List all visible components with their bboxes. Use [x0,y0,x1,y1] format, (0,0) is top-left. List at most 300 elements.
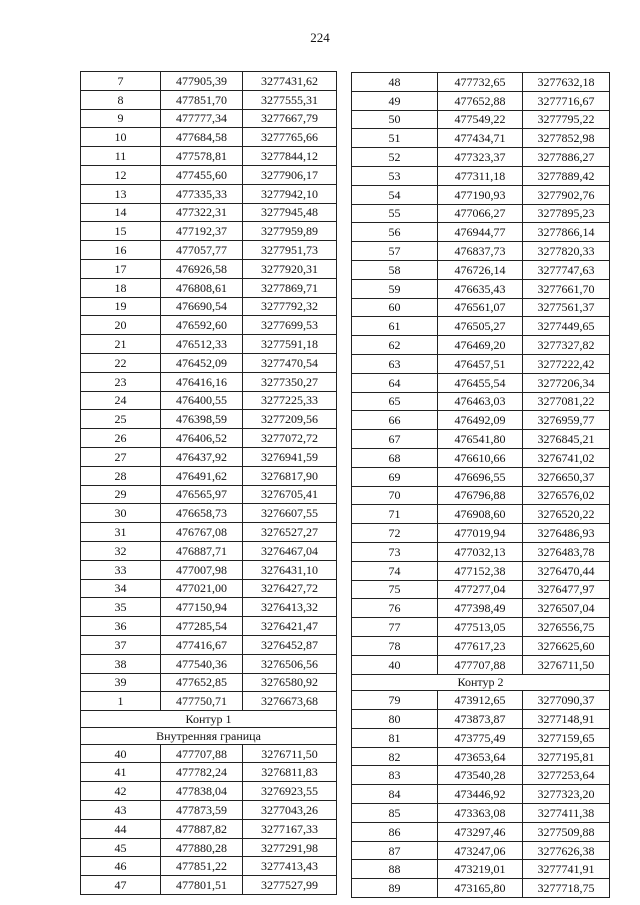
point-number-cell: 68 [352,448,438,467]
table-row [352,860,610,879]
x-coordinate-cell: 476469,20 [438,336,523,355]
table-row [81,485,337,504]
table-row [352,298,610,317]
point-number-cell: 43 [81,801,161,820]
x-coordinate-cell: 476398,59 [161,410,243,429]
x-coordinate-cell: 473247,06 [438,841,523,860]
y-coordinate-cell: 3277561,37 [523,298,610,317]
table-row [81,429,337,448]
table-row [352,448,610,467]
point-number-cell: 78 [352,636,438,655]
x-coordinate-cell: 476690,54 [161,297,243,316]
y-coordinate-cell: 3277795,22 [523,110,610,129]
table-row [352,710,610,729]
table-row [81,782,337,801]
y-coordinate-cell: 3277942,10 [243,184,337,203]
x-coordinate-cell: 473165,80 [438,879,523,898]
y-coordinate-cell: 3276470,44 [523,561,610,580]
table-row [352,879,610,898]
y-coordinate-cell: 3277765,66 [243,128,337,147]
table-row [352,223,610,242]
point-number-cell: 74 [352,561,438,580]
y-coordinate-cell: 3277792,32 [243,297,337,316]
y-coordinate-cell: 3277945,48 [243,203,337,222]
table-row [352,747,610,766]
x-coordinate-cell: 476887,71 [161,541,243,560]
table-row [352,542,610,561]
point-number-cell: 87 [352,841,438,860]
point-number-cell: 26 [81,429,161,448]
point-number-cell: 75 [352,580,438,599]
table-row [81,372,337,391]
table-row [81,278,337,297]
point-number-cell: 25 [81,410,161,429]
x-coordinate-cell: 476944,77 [438,223,523,242]
point-number-cell: 20 [81,316,161,335]
table-row [81,763,337,782]
point-number-cell: 46 [81,857,161,876]
x-coordinate-cell: 477057,77 [161,241,243,260]
point-number-cell: 53 [352,166,438,185]
table-row [81,165,337,184]
y-coordinate-cell: 3276741,02 [523,448,610,467]
y-coordinate-cell: 3277222,42 [523,354,610,373]
table-row [352,204,610,223]
y-coordinate-cell: 3276556,75 [523,618,610,637]
x-coordinate-cell: 477150,94 [161,598,243,617]
table-row [81,801,337,820]
y-coordinate-cell: 3276427,72 [243,579,337,598]
table-row [352,822,610,841]
table-row [81,203,337,222]
y-coordinate-cell: 3277206,34 [523,373,610,392]
point-number-cell: 14 [81,203,161,222]
y-coordinate-cell: 3277920,31 [243,259,337,278]
y-coordinate-cell: 3277626,38 [523,841,610,860]
y-coordinate-cell: 3277906,17 [243,165,337,184]
coordinates-table-right [351,72,610,898]
x-coordinate-cell: 473540,28 [438,766,523,785]
table-row [352,524,610,543]
y-coordinate-cell: 3276413,32 [243,598,337,617]
x-coordinate-cell: 477152,38 [438,561,523,580]
table-row [352,561,610,580]
x-coordinate-cell: 476726,14 [438,260,523,279]
table-row [352,467,610,486]
y-coordinate-cell: 3277449,65 [523,317,610,336]
y-coordinate-cell: 3276941,59 [243,447,337,466]
point-number-cell: 11 [81,147,161,166]
x-coordinate-cell: 473219,01 [438,860,523,879]
y-coordinate-cell: 3277411,38 [523,804,610,823]
x-coordinate-cell: 477540,36 [161,654,243,673]
point-number-cell: 59 [352,279,438,298]
point-number-cell: 72 [352,524,438,543]
point-number-cell: 73 [352,542,438,561]
y-coordinate-cell: 3277852,98 [523,129,610,148]
x-coordinate-cell: 476416,16 [161,372,243,391]
table-row [81,673,337,692]
table-row [352,411,610,430]
point-number-cell: 8 [81,90,161,109]
x-coordinate-cell: 477434,71 [438,129,523,148]
y-coordinate-cell: 3276452,87 [243,635,337,654]
x-coordinate-cell: 477032,13 [438,542,523,561]
point-number-cell: 52 [352,148,438,167]
table-row [81,316,337,335]
x-coordinate-cell: 477684,58 [161,128,243,147]
table-row [81,876,337,895]
point-number-cell: 18 [81,278,161,297]
point-number-cell: 60 [352,298,438,317]
point-number-cell: 56 [352,223,438,242]
point-number-cell: 64 [352,373,438,392]
table-row [352,655,610,674]
x-coordinate-cell: 477513,05 [438,618,523,637]
point-number-cell: 28 [81,466,161,485]
y-coordinate-cell: 3276483,78 [523,542,610,561]
point-number-cell: 54 [352,185,438,204]
y-coordinate-cell: 3277632,18 [523,73,610,92]
y-coordinate-cell: 3277889,42 [523,166,610,185]
x-coordinate-cell: 477549,22 [438,110,523,129]
y-coordinate-cell: 3277959,89 [243,222,337,241]
table-row [81,222,337,241]
table-row [81,109,337,128]
y-coordinate-cell: 3277350,27 [243,372,337,391]
point-number-cell: 38 [81,654,161,673]
y-coordinate-cell: 3277148,91 [523,710,610,729]
point-number-cell: 89 [352,879,438,898]
y-coordinate-cell: 3277591,18 [243,335,337,354]
contour-title: Контур 2 [352,674,610,691]
y-coordinate-cell: 3276527,27 [243,523,337,542]
y-coordinate-cell: 3277895,23 [523,204,610,223]
table-row [352,728,610,747]
y-coordinate-cell: 3277718,75 [523,879,610,898]
x-coordinate-cell: 476796,88 [438,486,523,505]
point-number-cell: 44 [81,819,161,838]
y-coordinate-cell: 3276845,21 [523,430,610,449]
point-number-cell: 40 [81,744,161,763]
x-coordinate-cell: 477190,93 [438,185,523,204]
table-row [81,857,337,876]
y-coordinate-cell: 3277951,73 [243,241,337,260]
x-coordinate-cell: 477652,88 [438,91,523,110]
point-number-cell: 15 [81,222,161,241]
table-row [352,354,610,373]
table-row [352,336,610,355]
x-coordinate-cell: 477398,49 [438,599,523,618]
x-coordinate-cell: 476492,09 [438,411,523,430]
x-coordinate-cell: 477732,65 [438,73,523,92]
y-coordinate-cell: 3277869,71 [243,278,337,297]
y-coordinate-cell: 3277167,33 [243,819,337,838]
x-coordinate-cell: 477750,71 [161,692,243,711]
point-number-cell: 61 [352,317,438,336]
point-number-cell: 12 [81,165,161,184]
y-coordinate-cell: 3276431,10 [243,560,337,579]
table-row [81,72,337,91]
x-coordinate-cell: 473446,92 [438,785,523,804]
y-coordinate-cell: 3277716,67 [523,91,610,110]
page-number: 224 [310,30,330,45]
point-number-cell: 17 [81,259,161,278]
point-number-cell: 50 [352,110,438,129]
point-number-cell: 23 [81,372,161,391]
point-number-cell: 41 [81,763,161,782]
section-row [81,711,337,728]
x-coordinate-cell: 476437,92 [161,447,243,466]
point-number-cell: 27 [81,447,161,466]
point-number-cell: 65 [352,392,438,411]
point-number-cell: 10 [81,128,161,147]
table-row [352,599,610,618]
x-coordinate-cell: 477323,37 [438,148,523,167]
x-coordinate-cell: 476512,33 [161,335,243,354]
table-row [81,259,337,278]
x-coordinate-cell: 476837,73 [438,242,523,261]
x-coordinate-cell: 473873,87 [438,710,523,729]
x-coordinate-cell: 476505,27 [438,317,523,336]
table-row [81,90,337,109]
table-row [352,691,610,710]
table-row [81,128,337,147]
table-row [352,129,610,148]
table-row [352,785,610,804]
table-row [81,838,337,857]
point-number-cell: 9 [81,109,161,128]
y-coordinate-cell: 3277253,64 [523,766,610,785]
x-coordinate-cell: 477905,39 [161,72,243,91]
table-row [81,466,337,485]
x-coordinate-cell: 477707,88 [161,744,243,763]
table-row [352,279,610,298]
x-coordinate-cell: 477880,28 [161,838,243,857]
table-row [81,447,337,466]
y-coordinate-cell: 3276650,37 [523,467,610,486]
y-coordinate-cell: 3277699,53 [243,316,337,335]
x-coordinate-cell: 476592,60 [161,316,243,335]
y-coordinate-cell: 3277081,22 [523,392,610,411]
y-coordinate-cell: 3277820,33 [523,242,610,261]
point-number-cell: 88 [352,860,438,879]
section-row [81,727,337,744]
table-row [352,373,610,392]
point-number-cell: 62 [352,336,438,355]
point-number-cell: 79 [352,691,438,710]
table-row [81,819,337,838]
x-coordinate-cell: 476610,66 [438,448,523,467]
y-coordinate-cell: 3277159,65 [523,728,610,747]
y-coordinate-cell: 3277741,91 [523,860,610,879]
x-coordinate-cell: 477277,04 [438,580,523,599]
point-number-cell: 48 [352,73,438,92]
y-coordinate-cell: 3277747,63 [523,260,610,279]
table-row [352,73,610,92]
y-coordinate-cell: 3277323,20 [523,785,610,804]
x-coordinate-cell: 477019,94 [438,524,523,543]
y-coordinate-cell: 3277902,76 [523,185,610,204]
table-row [81,598,337,617]
point-number-cell: 30 [81,504,161,523]
x-coordinate-cell: 476808,61 [161,278,243,297]
x-coordinate-cell: 477887,82 [161,819,243,838]
table-row [81,504,337,523]
point-number-cell: 7 [81,72,161,91]
x-coordinate-cell: 477416,67 [161,635,243,654]
contour-subtitle: Внутренняя граница [81,727,337,744]
table-row [81,617,337,636]
point-number-cell: 40 [352,655,438,674]
x-coordinate-cell: 476926,58 [161,259,243,278]
table-row [352,166,610,185]
point-number-cell: 33 [81,560,161,579]
point-number-cell: 77 [352,618,438,637]
y-coordinate-cell: 3277225,33 [243,391,337,410]
x-coordinate-cell: 477021,00 [161,579,243,598]
table-row [352,486,610,505]
y-coordinate-cell: 3276959,77 [523,411,610,430]
x-coordinate-cell: 473775,49 [438,728,523,747]
y-coordinate-cell: 3276817,90 [243,466,337,485]
section-row [352,674,610,691]
y-coordinate-cell: 3276607,55 [243,504,337,523]
y-coordinate-cell: 3277090,37 [523,691,610,710]
x-coordinate-cell: 473653,64 [438,747,523,766]
y-coordinate-cell: 3277209,56 [243,410,337,429]
table-row [352,185,610,204]
y-coordinate-cell: 3276520,22 [523,505,610,524]
point-number-cell: 66 [352,411,438,430]
y-coordinate-cell: 3277043,26 [243,801,337,820]
y-coordinate-cell: 3277667,79 [243,109,337,128]
y-coordinate-cell: 3276477,97 [523,580,610,599]
y-coordinate-cell: 3276421,47 [243,617,337,636]
x-coordinate-cell: 477311,18 [438,166,523,185]
point-number-cell: 49 [352,91,438,110]
table-row [81,335,337,354]
point-number-cell: 63 [352,354,438,373]
table-row [81,391,337,410]
point-number-cell: 57 [352,242,438,261]
y-coordinate-cell: 3277555,31 [243,90,337,109]
y-coordinate-cell: 3276711,50 [523,655,610,674]
table-row [81,579,337,598]
table-row [352,505,610,524]
x-coordinate-cell: 477851,22 [161,857,243,876]
y-coordinate-cell: 3277431,62 [243,72,337,91]
y-coordinate-cell: 3277886,27 [523,148,610,167]
x-coordinate-cell: 477707,88 [438,655,523,674]
point-number-cell: 70 [352,486,438,505]
y-coordinate-cell: 3277866,14 [523,223,610,242]
point-number-cell: 45 [81,838,161,857]
point-number-cell: 35 [81,598,161,617]
table-row [81,654,337,673]
point-number-cell: 16 [81,241,161,260]
x-coordinate-cell: 477455,60 [161,165,243,184]
y-coordinate-cell: 3277327,82 [523,336,610,355]
point-number-cell: 22 [81,353,161,372]
point-number-cell: 13 [81,184,161,203]
point-number-cell: 24 [81,391,161,410]
x-coordinate-cell: 477285,54 [161,617,243,636]
table-row [81,541,337,560]
table-row [352,260,610,279]
y-coordinate-cell: 3277509,88 [523,822,610,841]
x-coordinate-cell: 477617,23 [438,636,523,655]
x-coordinate-cell: 477777,34 [161,109,243,128]
table-row [352,580,610,599]
point-number-cell: 42 [81,782,161,801]
point-number-cell: 81 [352,728,438,747]
x-coordinate-cell: 476406,52 [161,429,243,448]
x-coordinate-cell: 476457,51 [438,354,523,373]
table-row [81,184,337,203]
y-coordinate-cell: 3277072,72 [243,429,337,448]
y-coordinate-cell: 3277470,54 [243,353,337,372]
x-coordinate-cell: 473297,46 [438,822,523,841]
x-coordinate-cell: 476767,08 [161,523,243,542]
x-coordinate-cell: 476696,55 [438,467,523,486]
point-number-cell: 86 [352,822,438,841]
x-coordinate-cell: 476455,54 [438,373,523,392]
table-row [352,804,610,823]
point-number-cell: 76 [352,599,438,618]
point-number-cell: 69 [352,467,438,486]
point-number-cell: 51 [352,129,438,148]
x-coordinate-cell: 476635,43 [438,279,523,298]
x-coordinate-cell: 477838,04 [161,782,243,801]
table-row [352,392,610,411]
table-row [352,148,610,167]
point-number-cell: 58 [352,260,438,279]
x-coordinate-cell: 477873,59 [161,801,243,820]
point-number-cell: 1 [81,692,161,711]
point-number-cell: 34 [81,579,161,598]
table-row [81,147,337,166]
y-coordinate-cell: 3276576,02 [523,486,610,505]
y-coordinate-cell: 3276711,50 [243,744,337,763]
table-row [81,353,337,372]
table-row [352,430,610,449]
point-number-cell: 29 [81,485,161,504]
y-coordinate-cell: 3276507,04 [523,599,610,618]
table-row [81,297,337,316]
x-coordinate-cell: 476400,55 [161,391,243,410]
point-number-cell: 67 [352,430,438,449]
y-coordinate-cell: 3276705,41 [243,485,337,504]
x-coordinate-cell: 477007,98 [161,560,243,579]
table-row [81,560,337,579]
y-coordinate-cell: 3277291,98 [243,838,337,857]
table-row [352,766,610,785]
point-number-cell: 36 [81,617,161,636]
x-coordinate-cell: 476908,60 [438,505,523,524]
x-coordinate-cell: 477066,27 [438,204,523,223]
y-coordinate-cell: 3276673,68 [243,692,337,711]
point-number-cell: 19 [81,297,161,316]
x-coordinate-cell: 477192,37 [161,222,243,241]
point-number-cell: 85 [352,804,438,823]
table-row [352,242,610,261]
point-number-cell: 83 [352,766,438,785]
point-number-cell: 84 [352,785,438,804]
y-coordinate-cell: 3276625,60 [523,636,610,655]
point-number-cell: 80 [352,710,438,729]
point-number-cell: 82 [352,747,438,766]
